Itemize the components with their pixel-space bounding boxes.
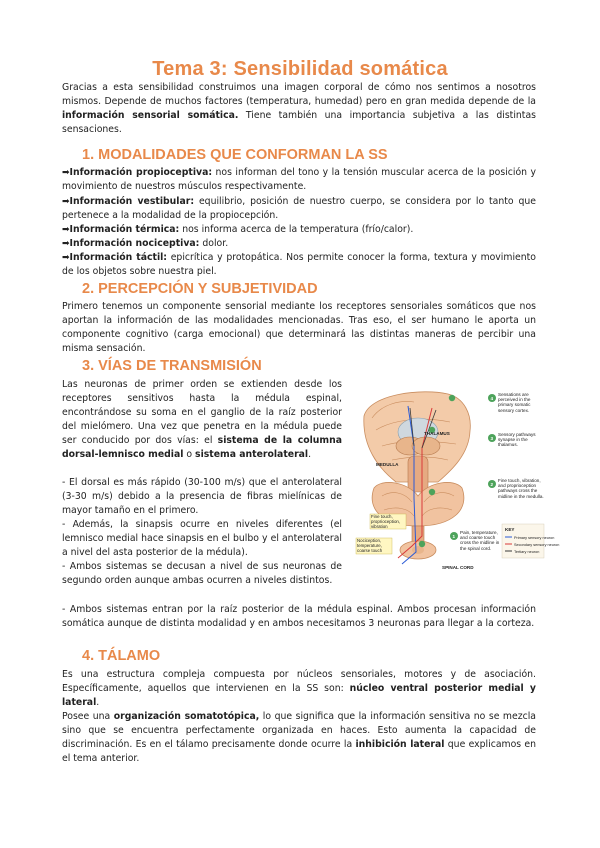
somatosensory-pathways-figure [352, 386, 560, 576]
step-text: Fine touch, vibration, and proprioception pathways cross the midline in the medulla. [498, 478, 544, 499]
section-4-paragraph-1 [62, 668, 536, 710]
section-4-heading: 4. TÁLAMO [82, 648, 161, 664]
step-number: 3 [490, 436, 494, 441]
intro-text-end: Tiene también una importancia subjetiva a las distintas sensaciones. [62, 110, 536, 135]
section-2-paragraph: Primero tenemos un componente sensorial mediante los receptores sensoriales somáticos que nos aportan la información de las modalidades mencionadas. Tras eso, el ser humano le aporta un componente cognitivo (carga emocional) que determinará las distintas maneras de percibir una misma sensación. [62, 301, 536, 354]
medulla-label: MEDULLA [376, 462, 399, 467]
talamo-text-end: . [96, 697, 100, 708]
fine-touch-callout [370, 514, 406, 529]
talamo-text-2: Posee una [62, 711, 114, 722]
item-text: dolor. [199, 238, 229, 249]
list-item-vestibular [62, 195, 536, 223]
item-term: Información táctil: [69, 252, 168, 263]
list-item-tactil [62, 251, 536, 279]
page-title: Tema 3: Sensibilidad somática [152, 58, 448, 80]
arrow-right-icon: ➡ [62, 253, 70, 263]
arrow-right-icon: ➡ [62, 168, 70, 178]
item-term: Información propioceptiva: [69, 167, 213, 178]
section-2-heading: 2. PERCEPCIÓN Y SUBJETIVIDAD [82, 281, 318, 297]
intro-paragraph [62, 81, 536, 137]
vias-text: Las neuronas de primer orden se extienden desde los receptores sensitivos hasta la médula espinal, encontrándose su soma en el ganglio de la raíz posterior del mielómero. Una vez que penetra en la médula puede ser conducido por dos vías: el [62, 379, 342, 446]
key-item-secondary: Secondary sensory neuron [514, 543, 560, 547]
step-number: 4 [490, 396, 494, 401]
section-3-paragraph-2: - El dorsal es más rápido (30-100 m/s) que el anterolateral (3-30 m/s) debido a la presencia de fibras mielínicas de mayor tamaño en el primero. [62, 477, 342, 516]
list-item-termica [62, 223, 536, 237]
item-text: equilibrio, posición de nuestro cuerpo, se considera por lo tanto que pertenece a la modalidad de la propiocepción. [62, 196, 537, 221]
key-item-primary: Primary sensory neuron [514, 536, 555, 540]
step-number: 2 [490, 482, 494, 487]
item-text: nos informan del tono y la tensión muscular acerca de la posición y movimiento de nuestros músculos respectivamente. [62, 167, 536, 192]
thalamus-label: THALAMUS [424, 431, 450, 436]
fine-touch-text: Fine touch, proprioception, vibration [371, 514, 401, 529]
vias-bold-dorsal: sistema de la columna dorsal-lemnisco medial [62, 435, 342, 460]
step-text: Sensations are perceived in the primary somatic sensory cortex. [498, 392, 531, 413]
spinal-cord-label: SPINAL CORD [442, 565, 474, 570]
section-3-paragraph-5: - Ambos sistemas entran por la raíz posterior de la médula espinal. Ambos procesan información somática aunque de distinta modalidad y en ambos necesitamos 3 neuronas para llegar a la corteza. [62, 604, 536, 629]
item-term: Información vestibular: [69, 196, 195, 207]
talamo-bold-somatotopica: organización somatotópica, [113, 711, 260, 722]
arrow-right-icon: ➡ [62, 197, 70, 207]
intro-bold: información sensorial somática. [62, 110, 239, 121]
section-3-paragraph-1 [62, 378, 342, 462]
vias-text-end: . [308, 449, 312, 460]
section-3-heading: 3. VÍAS DE TRANSMISIÓN [82, 358, 262, 374]
step-text: Pain, temperature, and coarse touch cross the midline in the spinal cord. [460, 530, 500, 551]
key-item-tertiary: Tertiary neuron [514, 550, 540, 554]
talamo-bold-inhibicion: inhibición lateral [355, 739, 445, 750]
talamo-text-3: lo que significa que la información sensitiva no se mezcla sino que se encuentra perfectamente organizada en haces. Esto aumenta la capacidad de discriminación. Es en el tálamo precisamente donde ocurre la [62, 711, 536, 750]
vias-text-o: o [183, 449, 196, 460]
nociception-text: Nociception, temperature, coarse touch [357, 538, 383, 553]
item-text: epicrítica y protopática. Nos permite conocer la forma, textura y movimiento de los objetos sobre nuestra piel. [62, 252, 536, 277]
intro-text: Gracias a esta sensibilidad construimos una imagen corporal de cómo nos sentimos a nosotros mismos. Depende de muchos factores (temperatura, humedad) pero en gran medida depende de la [62, 82, 536, 107]
talamo-text: Es una estructura compleja compuesta por núcleos sensoriales, motores y de asociación. Específicamente, aquellos que intervienen en la SS son: [62, 669, 536, 694]
section-3-paragraph-3: - Además, la sinapsis ocurre en niveles diferentes (el lemnisco medial hace sinapsis en el bulbo y el anterolateral a nivel del asta posterior de la médula). [62, 519, 342, 558]
section-3-paragraph-4: - Ambos sistemas se decusan a nivel de sus neuronas de segundo orden aunque ambas ocurren a niveles distintos. [62, 561, 342, 586]
item-term: Información térmica: [69, 224, 180, 235]
talamo-text-4: que explicamos en el tema anterior. [62, 739, 536, 764]
section-4-paragraph-2 [62, 710, 536, 766]
legend-key [502, 524, 559, 558]
talamo-bold-nucleo: núcleo ventral posterior medial y lateral [62, 683, 536, 708]
step-number: 1 [452, 534, 456, 539]
arrow-right-icon: ➡ [62, 225, 70, 235]
nociception-callout [356, 538, 392, 554]
step-text: Sensory pathways synapse in the thalamus. [498, 432, 536, 448]
item-text: nos informa acerca de la temperatura (frío/calor). [179, 224, 414, 235]
list-item-nociceptiva [62, 237, 536, 251]
vias-bold-anterolateral: sistema anterolateral [195, 449, 309, 460]
list-item-propioceptiva [62, 166, 536, 194]
arrow-right-icon: ➡ [62, 239, 70, 249]
item-term: Información nociceptiva: [69, 238, 200, 249]
key-label: KEY [505, 527, 515, 532]
section-1-heading: 1. MODALIDADES QUE CONFORMAN LA SS [82, 147, 388, 163]
